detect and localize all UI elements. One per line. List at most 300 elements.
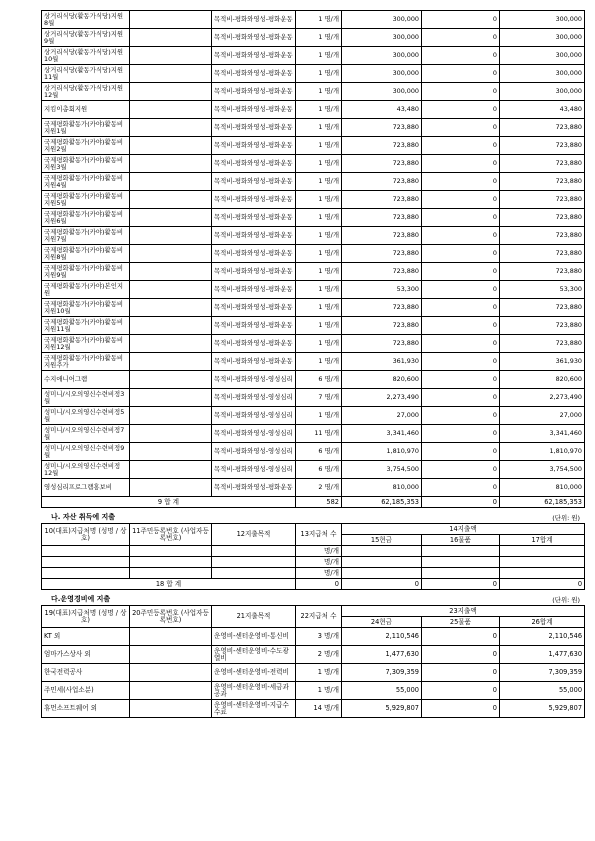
payee-cell: 상거리식당(활동가식당)지원9월	[42, 29, 130, 47]
regno-cell	[130, 227, 212, 245]
count-cell	[296, 83, 342, 101]
purpose-cell: 목적비-평화와영성-평화운동	[212, 47, 296, 65]
payee-cell: 성미니/시오의영신수련비정12월	[42, 461, 130, 479]
col-cash: 15현금	[342, 535, 422, 546]
count-cell	[296, 137, 342, 155]
payee-cell: 성미니/시오의영신수련비정3월	[42, 389, 130, 407]
cash-cell: 300,000	[342, 11, 422, 29]
report-page	[41, 10, 584, 718]
table-row	[42, 65, 585, 83]
regno-cell	[130, 29, 212, 47]
cash-cell: 361,930	[342, 353, 422, 371]
regno-cell	[130, 646, 212, 664]
count-cell	[296, 119, 342, 137]
purpose-cell: 목적비-평화와영성-평화운동	[212, 227, 296, 245]
purpose-cell: 목적비-평화와영성-영성심리	[212, 389, 296, 407]
purpose-cell: 목적비-평화와영성-평화운동	[212, 155, 296, 173]
total-cell: 723,880	[500, 317, 585, 335]
regno-cell	[130, 628, 212, 646]
count-unit: 명/개	[324, 321, 339, 330]
regno-cell	[130, 173, 212, 191]
sum-cash: 0	[342, 579, 422, 590]
purpose-cell: 목적비-평화와영성-영성심리	[212, 443, 296, 461]
purpose-cell: 목적비-평화와영성-영성심리	[212, 407, 296, 425]
cash-cell: 723,880	[342, 137, 422, 155]
table-row	[42, 191, 585, 209]
count-unit: 명/개	[324, 15, 339, 24]
asset-expense-table	[41, 523, 585, 590]
sum-total: 0	[500, 579, 585, 590]
cash-cell: 1,810,970	[342, 443, 422, 461]
cash-cell: 300,000	[342, 65, 422, 83]
table-row	[42, 371, 585, 389]
goods-cell: 0	[422, 317, 500, 335]
payee-cell: 상거리식당(활동가식당)지원12월	[42, 83, 130, 101]
total-cell: 300,000	[500, 11, 585, 29]
total-cell: 55,000	[500, 682, 585, 700]
cash-cell: 723,880	[342, 227, 422, 245]
count-value: 11	[314, 429, 323, 438]
purpose-cell: 목적비-평화와영성-영성심리	[212, 461, 296, 479]
regno-cell	[130, 65, 212, 83]
purpose-cell: 목적비-평화와영성-평화운동	[212, 29, 296, 47]
total-cell: 723,880	[500, 155, 585, 173]
total-cell: 2,110,546	[500, 628, 585, 646]
goods-cell: 0	[422, 191, 500, 209]
regno-cell	[130, 83, 212, 101]
payee-cell: 상거리식당(활동가식당)지원8월	[42, 11, 130, 29]
count-cell	[296, 425, 342, 443]
count-cell	[296, 227, 342, 245]
purpose-cell: 목적비-평화와영성-평화운동	[212, 65, 296, 83]
count-cell	[296, 281, 342, 299]
goods-cell: 0	[422, 425, 500, 443]
table-row	[42, 682, 585, 700]
goods-cell: 0	[422, 155, 500, 173]
table-row	[42, 335, 585, 353]
count-cell	[296, 11, 342, 29]
regno-cell	[130, 263, 212, 281]
table-row	[42, 83, 585, 101]
purpose-cell: 목적비-평화와영성-평화운동	[212, 335, 296, 353]
cash-cell: 3,341,460	[342, 425, 422, 443]
count-value: 1	[318, 15, 323, 24]
count-value: 1	[318, 339, 323, 348]
count-value: 1	[318, 33, 323, 42]
purpose-cell: 목적비-평화와영성-평화운동	[212, 479, 296, 497]
count-unit: 명/개	[324, 339, 339, 348]
table-row	[42, 173, 585, 191]
payee-cell: 주민세(사업소분)	[42, 682, 130, 700]
table-row	[42, 11, 585, 29]
unit-cell: 명/개	[296, 546, 342, 557]
total-cell: 1,477,630	[500, 646, 585, 664]
table-row	[42, 137, 585, 155]
payee-cell: 국제평화활동가(카야)활동비지원추가	[42, 353, 130, 371]
cash-cell: 2,110,546	[342, 628, 422, 646]
payee-cell: 국제평화활동가(카야)활동비지원12월	[42, 335, 130, 353]
cash-cell: 723,880	[342, 119, 422, 137]
table-row	[42, 101, 585, 119]
count-cell	[296, 65, 342, 83]
cash-cell: 7,309,359	[342, 664, 422, 682]
count-unit: 명/개	[324, 87, 339, 96]
sum-total: 62,185,353	[500, 497, 585, 508]
count-cell	[296, 209, 342, 227]
payee-cell: 한국전력공사	[42, 664, 130, 682]
cash-cell: 723,880	[342, 155, 422, 173]
purpose-expense-table	[41, 10, 585, 508]
unit-label: (단위: 원)	[552, 596, 580, 604]
goods-cell: 0	[422, 209, 500, 227]
goods-cell: 0	[422, 281, 500, 299]
purpose-cell: 목적비-평화와영성-평화운동	[212, 119, 296, 137]
goods-cell: 0	[422, 407, 500, 425]
count-cell	[296, 443, 342, 461]
col-goods: 25물품	[422, 617, 500, 628]
purpose-cell: 목적비-평화와영성-평화운동	[212, 101, 296, 119]
payee-cell: 성미니/시오의영신수련비정5월	[42, 407, 130, 425]
count-cell	[296, 317, 342, 335]
count-cell	[296, 407, 342, 425]
cash-cell: 300,000	[342, 83, 422, 101]
goods-cell: 0	[422, 389, 500, 407]
total-cell: 723,880	[500, 191, 585, 209]
total-cell: 723,880	[500, 209, 585, 227]
table-row	[42, 317, 585, 335]
regno-cell	[130, 119, 212, 137]
empty-row	[42, 568, 585, 579]
col-purpose: 12지출목적	[212, 524, 296, 546]
unit-cell: 명/개	[296, 568, 342, 579]
col-regno: 11주민등록번호 (사업자등록번호)	[130, 524, 212, 546]
cash-cell: 300,000	[342, 47, 422, 65]
sum-qty: 582	[296, 497, 342, 508]
sum-count: 0	[296, 579, 342, 590]
table-row	[42, 29, 585, 47]
payee-cell: 영성심리프로그램홍보비	[42, 479, 130, 497]
table-row	[42, 119, 585, 137]
regno-cell	[130, 371, 212, 389]
regno-cell	[130, 281, 212, 299]
header-row	[42, 524, 585, 535]
unit-label: (단위: 원)	[552, 514, 580, 522]
count-value: 7	[318, 393, 323, 402]
col-regno: 20주민등록번호 (사업자등록번호)	[130, 606, 212, 628]
goods-cell: 0	[422, 353, 500, 371]
regno-cell	[130, 155, 212, 173]
cash-cell: 723,880	[342, 191, 422, 209]
count-value: 1	[318, 267, 323, 276]
count-unit: 명/개	[324, 159, 339, 168]
total-cell: 723,880	[500, 119, 585, 137]
count-unit: 명/개	[324, 357, 339, 366]
cash-cell: 300,000	[342, 29, 422, 47]
count-unit: 명/개	[324, 249, 339, 258]
goods-cell: 0	[422, 682, 500, 700]
count-unit: 명/개	[324, 303, 339, 312]
count-cell	[296, 353, 342, 371]
cash-cell: 723,880	[342, 299, 422, 317]
regno-cell	[130, 443, 212, 461]
col-cash: 24현금	[342, 617, 422, 628]
table-row	[42, 664, 585, 682]
goods-cell: 0	[422, 245, 500, 263]
payee-cell: 국제평화활동가(카야)활동비지원10월	[42, 299, 130, 317]
count-value: 1	[318, 69, 323, 78]
empty-row	[42, 546, 585, 557]
purpose-cell: 목적비-평화와영성-평화운동	[212, 245, 296, 263]
payee-cell: 휴먼소프트웨어 외	[42, 700, 130, 718]
goods-cell: 0	[422, 137, 500, 155]
sum-label: 9 합 계	[42, 497, 296, 508]
count-unit: 명/개	[324, 704, 339, 712]
purpose-cell: 운영비-센터운영비-전력비	[212, 664, 296, 682]
count-value: 1	[318, 123, 323, 132]
total-cell: 361,930	[500, 353, 585, 371]
goods-cell: 0	[422, 173, 500, 191]
payee-cell: 국제평화활동가(카야)활동비지원5월	[42, 191, 130, 209]
count-unit: 명/개	[324, 411, 339, 420]
goods-cell: 0	[422, 335, 500, 353]
count-value: 1	[318, 87, 323, 96]
table-row	[42, 245, 585, 263]
count-cell	[296, 700, 342, 718]
count-cell	[296, 155, 342, 173]
goods-cell: 0	[422, 479, 500, 497]
sum-label: 18 합 계	[42, 579, 296, 590]
purpose-cell: 목적비-평화와영성-영성심리	[212, 425, 296, 443]
purpose-cell: 목적비-평화와영성-평화운동	[212, 209, 296, 227]
goods-cell: 0	[422, 371, 500, 389]
table-row	[42, 299, 585, 317]
regno-cell	[130, 664, 212, 682]
count-value: 1	[318, 159, 323, 168]
payee-cell: 국제평화활동가(카야)활동비지원11월	[42, 317, 130, 335]
table-row	[42, 353, 585, 371]
payee-cell: 국제평화활동가(카야)본인지원	[42, 281, 130, 299]
operating-expense-table	[41, 605, 585, 718]
count-unit: 명/개	[324, 285, 339, 294]
regno-cell	[130, 353, 212, 371]
count-value: 1	[318, 195, 323, 204]
count-value: 1	[318, 141, 323, 150]
col-count: 22지급처 수	[296, 606, 342, 628]
table-row	[42, 628, 585, 646]
total-cell: 820,600	[500, 371, 585, 389]
regno-cell	[130, 137, 212, 155]
count-unit: 명/개	[324, 686, 339, 694]
cash-cell: 43,480	[342, 101, 422, 119]
count-value: 1	[318, 303, 323, 312]
payee-cell: 성미니/시오의영신수련비정9월	[42, 443, 130, 461]
count-value: 1	[318, 285, 323, 294]
purpose-cell: 목적비-평화와영성-평화운동	[212, 137, 296, 155]
table-row	[42, 47, 585, 65]
count-value: 3	[317, 632, 322, 640]
regno-cell	[130, 191, 212, 209]
purpose-cell: 목적비-평화와영성-평화운동	[212, 263, 296, 281]
payee-cell: KT 외	[42, 628, 130, 646]
col-purpose: 21지출목적	[212, 606, 296, 628]
cash-cell: 723,880	[342, 245, 422, 263]
col-total: 17합계	[500, 535, 585, 546]
count-value: 1	[318, 321, 323, 330]
purpose-cell: 운영비-센터운영비-통신비	[212, 628, 296, 646]
total-cell: 723,880	[500, 263, 585, 281]
purpose-cell: 운영비-센터운영비-수도광열비	[212, 646, 296, 664]
payee-cell: 국제평화활동가(카야)활동비지원6월	[42, 209, 130, 227]
payee-cell: 국제평화활동가(카야)활동비지원3월	[42, 155, 130, 173]
regno-cell	[130, 317, 212, 335]
cash-cell: 723,880	[342, 335, 422, 353]
table-row	[42, 389, 585, 407]
regno-cell	[130, 299, 212, 317]
count-cell	[296, 682, 342, 700]
payee-cell: 상거리식당(활동가식당)지원11월	[42, 65, 130, 83]
cash-cell: 27,000	[342, 407, 422, 425]
count-cell	[296, 47, 342, 65]
payee-cell: 국제평화활동가(카야)활동비지원9월	[42, 263, 130, 281]
payee-cell: 성미니/시오의영신수련비정7월	[42, 425, 130, 443]
count-cell	[296, 173, 342, 191]
asset-section-header	[41, 508, 584, 523]
goods-cell: 0	[422, 646, 500, 664]
count-cell	[296, 101, 342, 119]
header-row	[42, 606, 585, 617]
table-row	[42, 281, 585, 299]
goods-cell: 0	[422, 119, 500, 137]
col-count: 13지급처 수	[296, 524, 342, 546]
count-unit: 명/개	[324, 231, 339, 240]
count-unit: 명/개	[324, 465, 339, 474]
purpose-cell: 목적비-평화와영성-평화운동	[212, 11, 296, 29]
payee-cell: 지킴이총회지원	[42, 101, 130, 119]
regno-cell	[130, 47, 212, 65]
table-row	[42, 700, 585, 718]
count-unit: 명/개	[324, 632, 339, 640]
regno-cell	[130, 335, 212, 353]
total-cell: 5,929,807	[500, 700, 585, 718]
table-row	[42, 155, 585, 173]
col-amount: 23지출액	[342, 606, 585, 617]
table-row	[42, 209, 585, 227]
cash-cell: 1,477,630	[342, 646, 422, 664]
cash-cell: 723,880	[342, 209, 422, 227]
cash-cell: 2,273,490	[342, 389, 422, 407]
goods-cell: 0	[422, 83, 500, 101]
count-cell	[296, 245, 342, 263]
count-unit: 명/개	[324, 375, 339, 384]
sum-row	[42, 497, 585, 508]
count-unit: 명/개	[324, 483, 339, 492]
count-value: 1	[318, 231, 323, 240]
count-cell	[296, 263, 342, 281]
count-cell	[296, 461, 342, 479]
purpose-cell: 목적비-평화와영성-평화운동	[212, 317, 296, 335]
count-unit: 명/개	[324, 177, 339, 186]
payee-cell: 국제평화활동가(카야)활동비지원8월	[42, 245, 130, 263]
count-cell	[296, 371, 342, 389]
col-goods: 16물품	[422, 535, 500, 546]
sum-goods: 0	[422, 579, 500, 590]
goods-cell: 0	[422, 65, 500, 83]
count-value: 1	[318, 411, 323, 420]
count-unit: 명/개	[324, 668, 339, 676]
total-cell: 2,273,490	[500, 389, 585, 407]
count-unit: 명/개	[324, 267, 339, 276]
purpose-cell: 운영비-센터운영비-지급수수료	[212, 700, 296, 718]
sum-goods: 0	[422, 497, 500, 508]
regno-cell	[130, 425, 212, 443]
purpose-cell: 목적비-평화와영성-평화운동	[212, 83, 296, 101]
goods-cell: 0	[422, 664, 500, 682]
count-unit: 명/개	[324, 33, 339, 42]
total-cell: 810,000	[500, 479, 585, 497]
purpose-cell: 운영비-센터운영비-세금과공과	[212, 682, 296, 700]
count-unit: 명/개	[324, 141, 339, 150]
regno-cell	[130, 11, 212, 29]
payee-cell: 국제평화활동가(카야)활동비지원2월	[42, 137, 130, 155]
col-payee: 19(대표)지급처명 (성명 / 상호)	[42, 606, 130, 628]
count-unit: 명/개	[324, 393, 339, 402]
count-unit: 명/개	[324, 429, 339, 438]
total-cell: 723,880	[500, 299, 585, 317]
regno-cell	[130, 245, 212, 263]
regno-cell	[130, 389, 212, 407]
regno-cell	[130, 682, 212, 700]
count-cell	[296, 628, 342, 646]
operating-section-header	[41, 590, 584, 605]
goods-cell: 0	[422, 443, 500, 461]
cash-cell: 3,754,500	[342, 461, 422, 479]
total-cell: 300,000	[500, 29, 585, 47]
total-cell: 27,000	[500, 407, 585, 425]
count-unit: 명/개	[324, 105, 339, 114]
total-cell: 300,000	[500, 47, 585, 65]
payee-cell: 국제평화활동가(카야)활동비지원7월	[42, 227, 130, 245]
table-row	[42, 227, 585, 245]
count-cell	[296, 29, 342, 47]
count-cell	[296, 299, 342, 317]
goods-cell: 0	[422, 461, 500, 479]
purpose-cell: 목적비-평화와영성-평화운동	[212, 281, 296, 299]
count-unit: 명/개	[324, 195, 339, 204]
total-cell: 3,341,460	[500, 425, 585, 443]
table-row	[42, 425, 585, 443]
goods-cell: 0	[422, 101, 500, 119]
count-unit: 명/개	[324, 123, 339, 132]
count-value: 1	[318, 213, 323, 222]
regno-cell	[130, 479, 212, 497]
cash-cell: 53,300	[342, 281, 422, 299]
goods-cell: 0	[422, 628, 500, 646]
count-unit: 명/개	[324, 447, 339, 456]
total-cell: 723,880	[500, 227, 585, 245]
count-value: 14	[313, 704, 322, 712]
goods-cell: 0	[422, 299, 500, 317]
cash-cell: 723,880	[342, 263, 422, 281]
cash-cell: 5,929,807	[342, 700, 422, 718]
col-payee: 10(대표)지급처명 (성명 / 상호)	[42, 524, 130, 546]
count-value: 6	[318, 375, 323, 384]
count-unit: 명/개	[324, 213, 339, 222]
count-cell	[296, 479, 342, 497]
goods-cell: 0	[422, 29, 500, 47]
total-cell: 3,754,500	[500, 461, 585, 479]
table-row	[42, 479, 585, 497]
count-unit: 명/개	[324, 69, 339, 78]
